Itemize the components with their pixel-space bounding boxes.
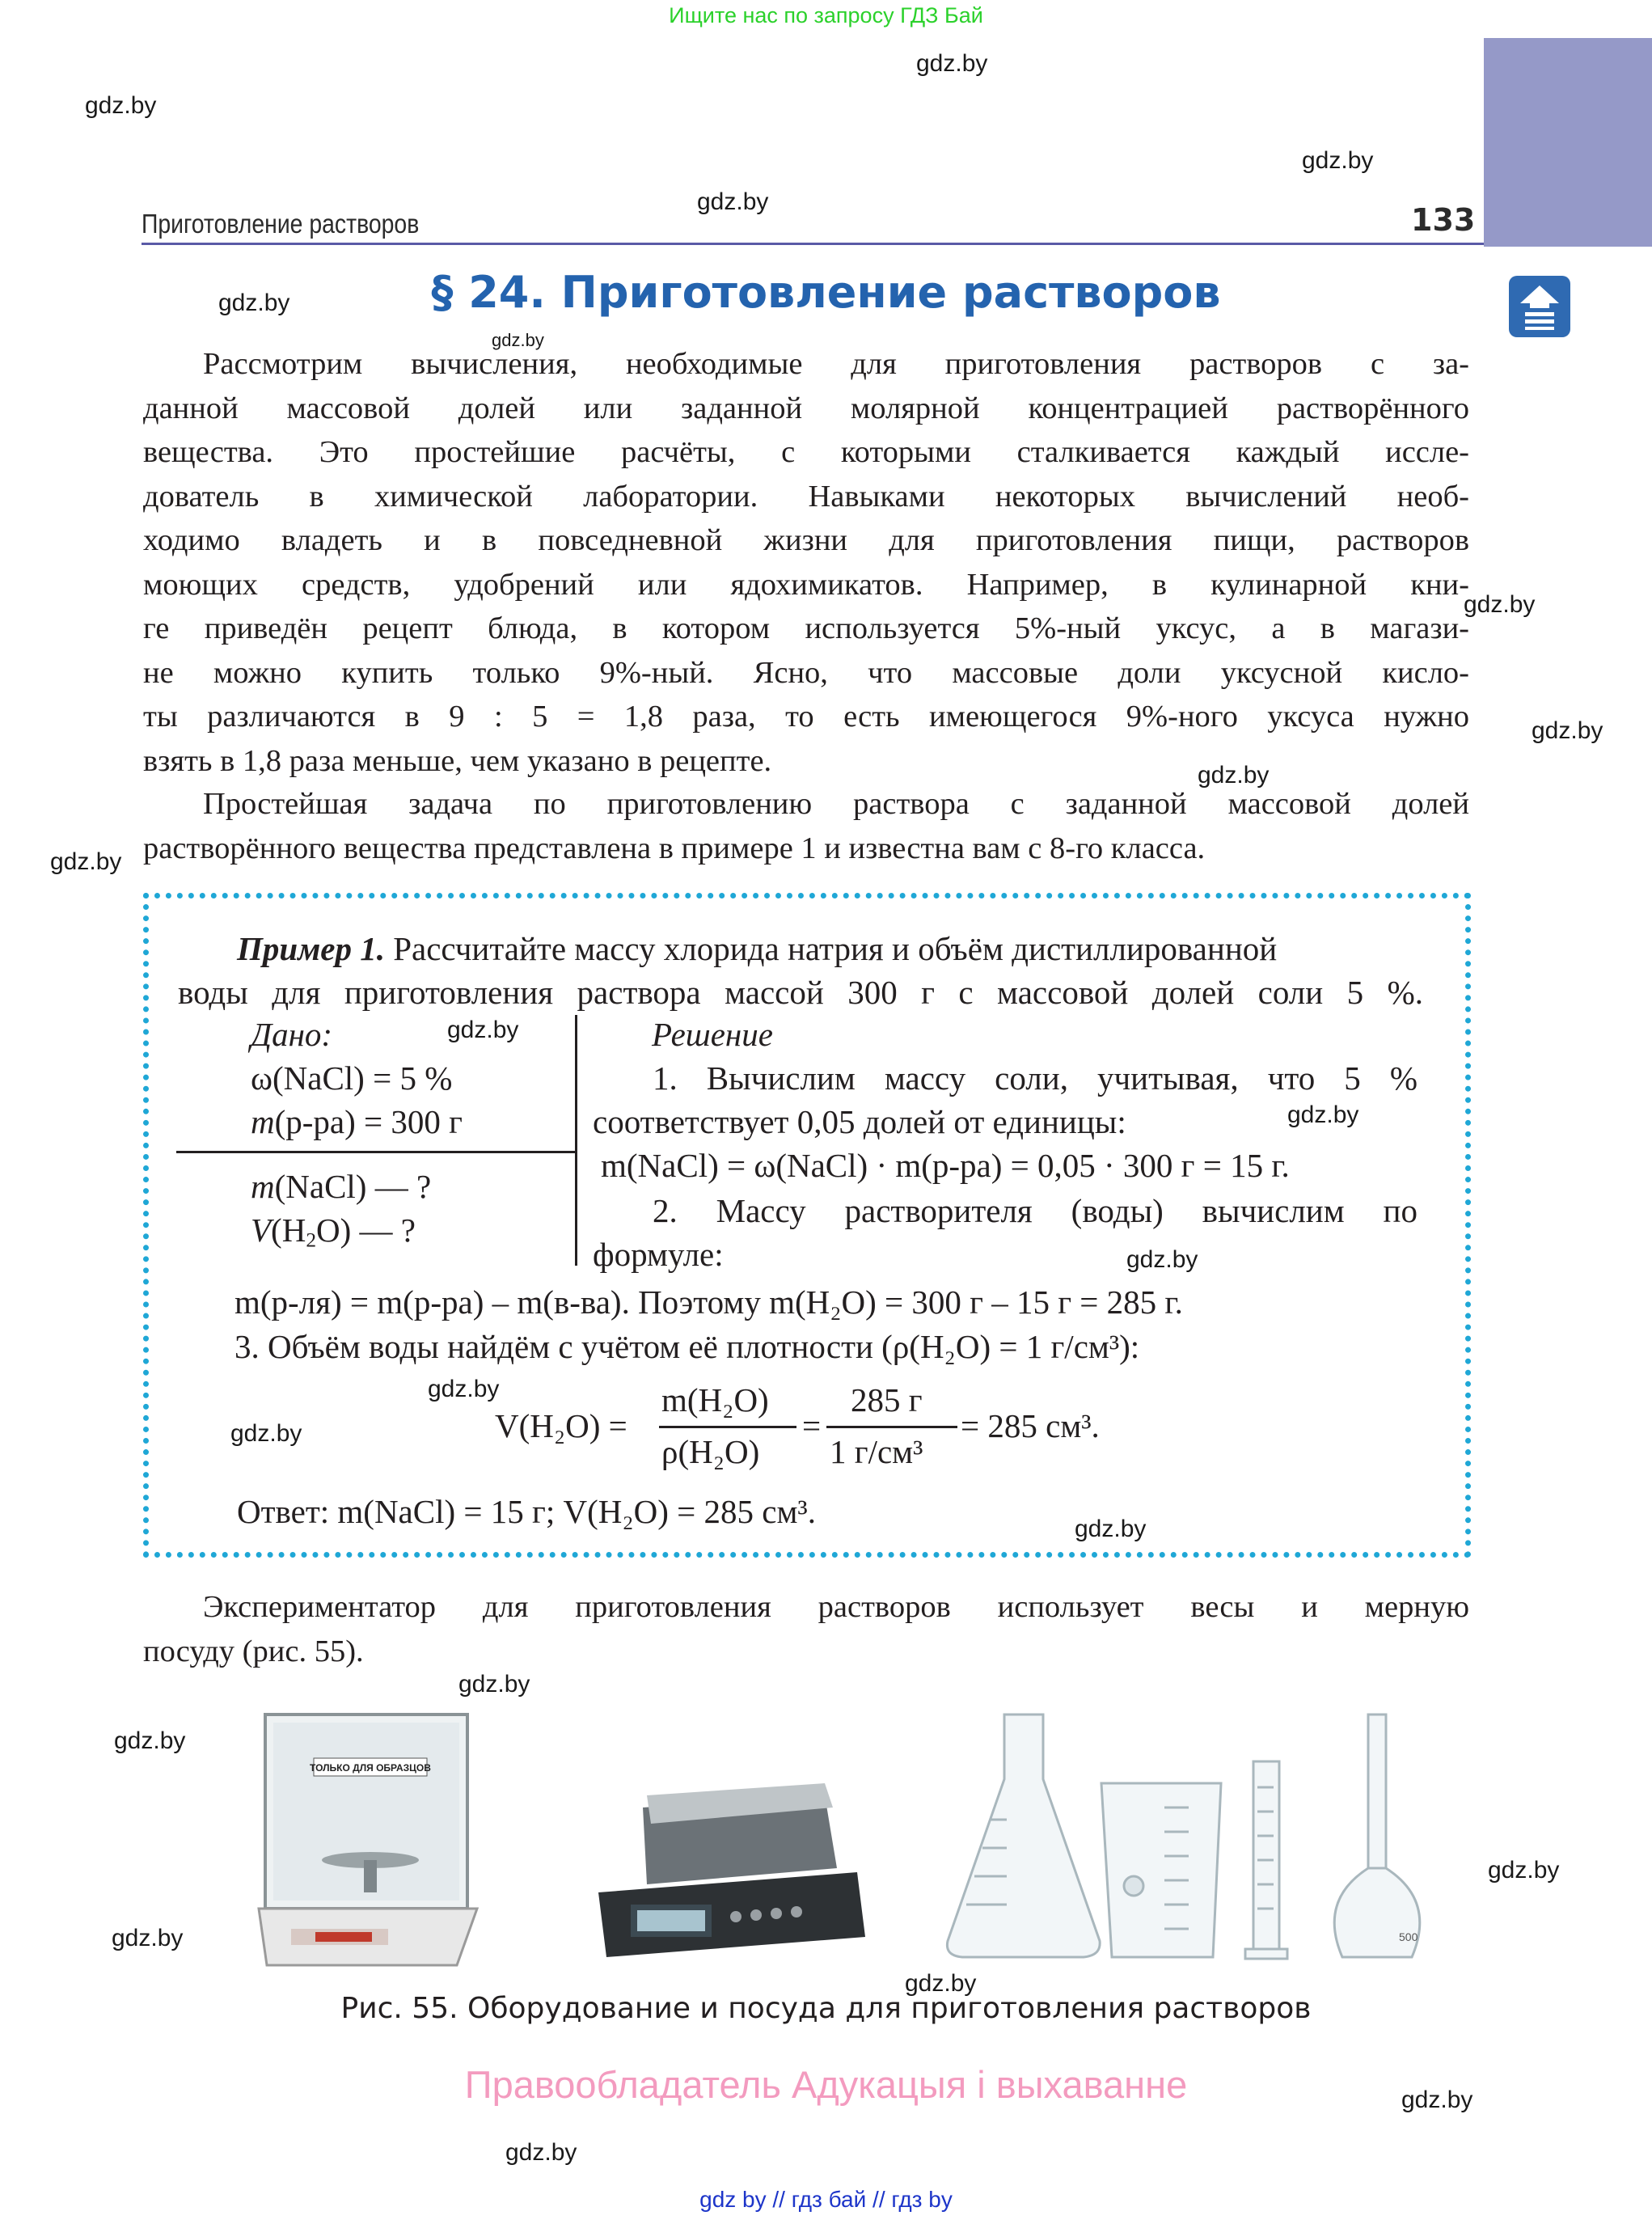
page-number: 133 xyxy=(1411,202,1476,238)
intro-paragraph xyxy=(143,342,1469,783)
find-line-2 xyxy=(251,1208,416,1253)
example-task-line-2: воды для приготовления раствора массой 300 г с массовой долей соли 5 %. xyxy=(178,974,1423,1011)
watermark: gdz.by xyxy=(505,2139,577,2166)
figure-caption: Рис. 55. Оборудование и посуда для приготовления растворов xyxy=(340,1992,1312,2025)
step2-formula: m(р-ля) = m(р-ра) – m(в-ва). Поэтому m(H₂O) = 300 г – 15 г = 285 г. xyxy=(234,1283,1183,1321)
step2-line-1: 2. Массу растворителя (воды) вычислим по xyxy=(653,1192,1418,1229)
watermark: gdz.by xyxy=(492,330,544,350)
watermark: gdz.by xyxy=(1532,717,1603,744)
find-v-a: (H xyxy=(271,1211,306,1249)
watermark: gdz.by xyxy=(218,290,290,316)
section-title: § 24. Приготовление растворов xyxy=(431,267,1221,318)
given-m-symbol: m xyxy=(251,1103,275,1140)
watermark: gdz.by xyxy=(50,848,122,875)
watermark: gdz.by xyxy=(1488,1857,1560,1884)
step1-line-2: соответствует 0,05 долей от единицы: xyxy=(593,1103,1126,1140)
watermark: gdz.by xyxy=(905,1970,977,1997)
solution-label: Решение xyxy=(652,1016,773,1053)
step3-text: 3. Объём воды найдём с учётом её плотности (ρ(H₂O) = 1 г/см³): xyxy=(234,1328,1140,1365)
find-v-b: O) — ? xyxy=(316,1211,416,1249)
intro-line: взять в 1,8 раза меньше, чем указано в рецепте. xyxy=(143,743,772,778)
watermark: gdz.by xyxy=(1464,591,1536,618)
copyright-notice: Правообладатель Адукацыя і выхаванне xyxy=(464,2063,1188,2106)
watermark: gdz.by xyxy=(1075,1516,1147,1542)
after-line: посуду (рис. 55). xyxy=(143,1634,364,1668)
after-line: Экспериментатор для приготовления растворов использует весы и мерную xyxy=(203,1590,1469,1624)
watermark: gdz.by xyxy=(1287,1101,1359,1128)
example-label: Пример 1. xyxy=(237,930,385,967)
second-paragraph xyxy=(143,782,1469,870)
formula-den1: ρ(H₂O) xyxy=(661,1433,760,1470)
example-task-text: Рассчитайте массу хлорида натрия и объём дистиллированной xyxy=(393,930,1278,967)
given-m-rest: (р-ра) = 300 г xyxy=(274,1103,463,1140)
watermark: gdz.by xyxy=(428,1376,500,1402)
page-side-tab xyxy=(1484,38,1652,247)
example-task-line-1 xyxy=(237,927,1277,971)
find-m-symbol: m xyxy=(251,1168,275,1205)
formula-equals: = xyxy=(802,1407,822,1444)
intro-line: Рассмотрим вычисления, необходимые для приготовления растворов с за- xyxy=(203,347,1469,381)
example-answer: Ответ: m(NaCl) = 15 г; V(H₂O) = 285 см³. xyxy=(237,1493,816,1530)
bottom-links[interactable]: gdz by // гдз бай // гдз by xyxy=(699,2187,953,2212)
volumetric-flask-image xyxy=(1334,1715,1420,1957)
find-v-symbol: V xyxy=(251,1211,272,1249)
watermark: gdz.by xyxy=(1302,147,1374,174)
given-divider xyxy=(176,1151,577,1153)
digital-scale-image xyxy=(598,1783,865,1957)
header-rule xyxy=(142,243,1484,245)
given-line-2 xyxy=(251,1100,463,1144)
watermark: gdz.by xyxy=(1401,2087,1473,2113)
formula-result: = 285 см³. xyxy=(961,1407,1100,1444)
intro-line: не можно купить только 9%-ный. Ясно, что массовые доли уксусной кисло- xyxy=(143,655,1469,690)
analytical-balance-image xyxy=(259,1715,477,1965)
second-line: растворённого вещества представлена в примере 1 и известна вам с 8-го класса. xyxy=(143,831,1206,865)
watermark: gdz.by xyxy=(458,1671,530,1698)
watermark: gdz.by xyxy=(112,1925,184,1951)
lab-equipment-figure xyxy=(243,1698,1439,1981)
conical-flask-image xyxy=(947,1715,1100,1957)
top-banner[interactable]: Ищите нас по запросу ГДЗ Бай xyxy=(669,3,983,27)
flask-mark-text: 500 xyxy=(1399,1930,1418,1943)
watermark: gdz.by xyxy=(230,1420,302,1447)
after-paragraph xyxy=(143,1585,1469,1673)
find-line-1 xyxy=(251,1165,431,1209)
intro-line: вещества. Это простейшие расчёты, с которыми сталкивается каждый иссле- xyxy=(143,435,1469,469)
intro-line: ге приведён рецепт блюда, в котором используется 5%-ный уксус, а в магази- xyxy=(143,611,1469,645)
step1-formula: m(NaCl) = ω(NaCl) · m(р-ра) = 0,05 · 300 г = 15 г. xyxy=(601,1147,1290,1184)
watermark: gdz.by xyxy=(114,1727,186,1754)
intro-line: ты различаются в 9 : 5 = 1,8 раза, то есть имеющегося 9%-ного уксуса нужно xyxy=(143,700,1469,734)
fraction-bar-2 xyxy=(826,1426,957,1428)
intro-line: данной массовой долей или заданной молярной концентрацией растворённого xyxy=(143,391,1469,425)
intro-line: ходимо владеть и в повседневной жизни для приготовления пищи, растворов xyxy=(143,523,1469,557)
intro-line: дователь в химической лаборатории. Навыками некоторых вычислений необ- xyxy=(143,479,1469,514)
intro-line: моющих средств, удобрений или ядохимикатов. Например, в кулинарной кни- xyxy=(143,567,1469,602)
watermark: gdz.by xyxy=(697,188,769,215)
given-line-1: ω(NaCl) = 5 % xyxy=(251,1059,453,1097)
find-v-sub: 2 xyxy=(306,1228,317,1252)
balance-sign-text: ТОЛЬКО ДЛЯ ОБРАЗЦОВ xyxy=(310,1762,431,1774)
formula-lhs: V(H₂O) = xyxy=(495,1407,627,1444)
watermark: gdz.by xyxy=(1126,1246,1198,1273)
running-title: Приготовление растворов xyxy=(142,209,420,239)
find-m-rest: (NaCl) — ? xyxy=(274,1168,432,1205)
formula-num1: m(H₂O) xyxy=(661,1381,769,1419)
formula-num2: 285 г xyxy=(851,1381,923,1419)
graduated-cylinder-image xyxy=(1245,1761,1287,1959)
formula-den2: 1 г/см³ xyxy=(830,1433,923,1470)
second-line: Простейшая задача по приготовлению раствора с заданной массовой долей xyxy=(203,787,1469,821)
step2-line-2: формуле: xyxy=(593,1236,724,1273)
watermark: gdz.by xyxy=(447,1017,519,1043)
given-vertical-rule xyxy=(575,1015,577,1266)
step1-line-1: 1. Вычислим массу соли, учитывая, что 5 % xyxy=(653,1059,1418,1097)
watermark: gdz.by xyxy=(85,92,157,119)
watermark: gdz.by xyxy=(916,50,988,77)
beaker-image xyxy=(1101,1783,1221,1957)
watermark: gdz.by xyxy=(1198,762,1270,789)
given-label: Дано: xyxy=(251,1016,333,1053)
fraction-bar-1 xyxy=(659,1426,796,1428)
